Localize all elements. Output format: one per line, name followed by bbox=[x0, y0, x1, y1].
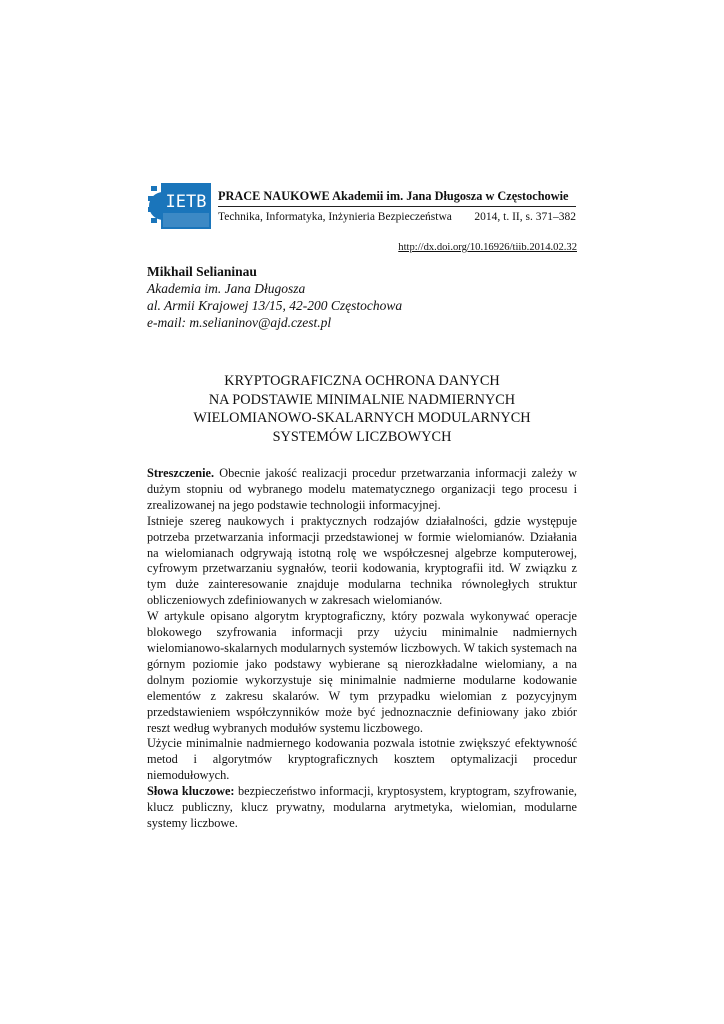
logo-text: IETB bbox=[165, 192, 207, 212]
abstract-paragraph: W artykule opisano algorytm kryptograficzny, który pozwala wykonywać operacje blokowego szyfrowania informacji przy użyciu minimalnie nadmiernych wielomianowo-skalarnych modularnych systemów liczbowych. W takich systemach na górnym poziomie jako podstawy wybierane są nierozkładalne wielomiany, a na dolnym poziomie wykorzystuje się minimalnie nadmierne modularne kodowanie elementów z zakresu skalarów. W tym przypadku wielomian z pozycyjnym przedstawieniem współczynników może być jednoznacznie definiowany jako zbiór reszt według wybranych modułów systemu liczbowego. bbox=[147, 609, 577, 735]
paper-title bbox=[147, 372, 577, 446]
author-email: e-mail: m.selianinov@ajd.czest.pl bbox=[147, 315, 332, 330]
abstract-paragraph: Obecnie jakość realizacji procedur przetwarzania informacji zależy w dużym stopniu od wybranego modelu matematycznego organizacji tego procesu i zrealizowanej na jego podstawie technologii informacyjnej. bbox=[147, 466, 577, 512]
author-name: Mikhail Selianinau bbox=[147, 264, 257, 279]
abstract bbox=[147, 466, 577, 832]
title-line: KRYPTOGRAFICZNA OCHRONA DANYCH bbox=[224, 373, 500, 389]
header-rule bbox=[218, 206, 576, 207]
author-address: al. Armii Krajowej 13/15, 42-200 Częstochowa bbox=[147, 298, 403, 313]
journal-logo bbox=[147, 180, 212, 232]
journal-series: Technika, Informatyka, Inżynieria Bezpieczeństwa bbox=[218, 211, 452, 223]
title-line: SYSTEMÓW LICZBOWYCH bbox=[272, 428, 452, 445]
title-line: WIELOMIANOWO-SKALARNYCH MODULARNYCH bbox=[193, 410, 531, 426]
journal-volume-pages: 2014, t. II, s. 371–382 bbox=[474, 211, 576, 223]
abstract-paragraph: Istnieje szereg naukowych i praktycznych rodzajów działalności, gdzie występuje potrzeba przetwarzania informacji przedstawionej w formie wielomianów. Działania na wielomianach odgrywają istotną rolę we współczesnej algebrze komputerowej, cyfrowym przetwarzaniu sygnałów, teorii kodowania, kryptografii itd. W związku z tym duże zainteresowanie znajduje modularna technika równoległych struktur obliczeniowych zdefiniowanych w zakresach wielomianów. bbox=[147, 513, 577, 608]
author-affiliation: Akademia im. Jana Długosza bbox=[147, 281, 306, 296]
keywords-label: Słowa kluczowe: bbox=[147, 784, 235, 799]
keywords: bezpieczeństwo informacji, kryptosystem, kryptogram, szyfrowanie, klucz publiczny, klucz prywatny, modularna arytmetyka, wielomian, modularne systemy liczbowe. bbox=[147, 784, 577, 830]
abstract-paragraph: Użycie minimalnie nadmiernego kodowania pozwala istotnie zwiększyć efektywność metod i algorytmów kryptograficznych kosztem optymalizacji procedur niemodułowych. bbox=[147, 736, 577, 783]
title-line: NA PODSTAWIE MINIMALNIE NADMIERNYCH bbox=[208, 391, 516, 408]
journal-title: PRACE NAUKOWE Akademii im. Jana Długosza w Częstochowie bbox=[218, 189, 569, 203]
abstract-label: Streszczenie. bbox=[147, 466, 215, 480]
doi-link[interactable]: http://dx.doi.org/10.16926/tiib.2014.02.32 bbox=[398, 242, 577, 253]
